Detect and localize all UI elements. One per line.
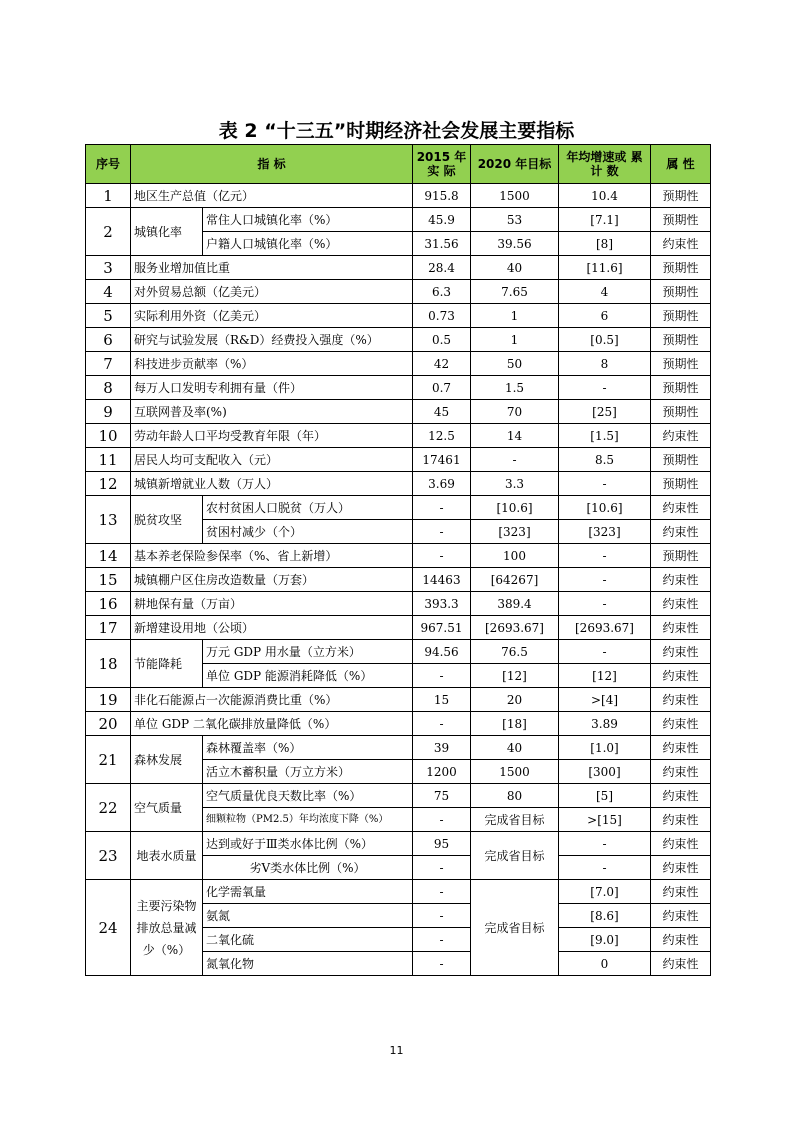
seq-cell: 19 (86, 688, 131, 712)
seq-cell: 21 (86, 736, 131, 784)
value-2015-cell: - (413, 856, 471, 880)
growth-cell: [7.0] (559, 880, 651, 904)
attribute-cell: 预期性 (651, 400, 711, 424)
seq-cell: 3 (86, 256, 131, 280)
indicator-cell: 互联网普及率(%) (131, 400, 413, 424)
table-row (86, 736, 711, 760)
target-2020-cell: 完成省目标 (471, 808, 559, 832)
attribute-cell: 预期性 (651, 376, 711, 400)
value-2015-cell: - (413, 880, 471, 904)
indicator-cell: 二氧化硫 (203, 928, 413, 952)
indicator-cell: 科技进步贡献率（%） (131, 352, 413, 376)
table-row (86, 328, 711, 352)
growth-cell: 10.4 (559, 184, 651, 208)
value-2015-cell: 12.5 (413, 424, 471, 448)
table-row (86, 424, 711, 448)
table-row (86, 448, 711, 472)
table-row (86, 472, 711, 496)
value-2015-cell: - (413, 520, 471, 544)
attribute-cell: 约束性 (651, 232, 711, 256)
indicator-cell: 每万人口发明专利拥有量（件） (131, 376, 413, 400)
table-row (86, 352, 711, 376)
indicator-cell: 新增建设用地（公顷） (131, 616, 413, 640)
growth-cell: [1.0] (559, 736, 651, 760)
header-2015: 2015 年 实 际 (413, 145, 471, 184)
seq-cell: 4 (86, 280, 131, 304)
group-cell: 空气质量 (131, 784, 203, 832)
growth-cell: [7.1] (559, 208, 651, 232)
attribute-cell: 约束性 (651, 616, 711, 640)
growth-cell: [11.6] (559, 256, 651, 280)
value-2015-cell: - (413, 496, 471, 520)
value-2015-cell: 393.3 (413, 592, 471, 616)
target-2020-cell: [323] (471, 520, 559, 544)
growth-cell: 3.89 (559, 712, 651, 736)
attribute-cell: 约束性 (651, 520, 711, 544)
target-2020-cell: - (471, 448, 559, 472)
target-2020-cell: 1 (471, 304, 559, 328)
table-row (86, 544, 711, 568)
growth-cell: [1.5] (559, 424, 651, 448)
growth-cell: [2693.67] (559, 616, 651, 640)
value-2015-cell: 31.56 (413, 232, 471, 256)
growth-cell: [5] (559, 784, 651, 808)
indicator-cell: 户籍人口城镇化率（%） (203, 232, 413, 256)
growth-cell: 4 (559, 280, 651, 304)
value-2015-cell: 0.5 (413, 328, 471, 352)
value-2015-cell: 15 (413, 688, 471, 712)
growth-cell: - (559, 472, 651, 496)
attribute-cell: 约束性 (651, 640, 711, 664)
growth-cell: - (559, 376, 651, 400)
target-2020-cell: 20 (471, 688, 559, 712)
group-cell: 森林发展 (131, 736, 203, 784)
header-seq: 序号 (86, 145, 131, 184)
growth-cell: [9.0] (559, 928, 651, 952)
growth-cell: [10.6] (559, 496, 651, 520)
indicator-cell: 万元 GDP 用水量（立方米） (203, 640, 413, 664)
indicator-cell: 贫困村减少（个） (203, 520, 413, 544)
attribute-cell: 预期性 (651, 328, 711, 352)
value-2015-cell: - (413, 544, 471, 568)
indicator-cell: 服务业增加值比重 (131, 256, 413, 280)
attribute-cell: 约束性 (651, 832, 711, 856)
growth-cell: [25] (559, 400, 651, 424)
attribute-cell: 约束性 (651, 736, 711, 760)
value-2015-cell: 0.73 (413, 304, 471, 328)
seq-cell: 16 (86, 592, 131, 616)
growth-cell: - (559, 544, 651, 568)
growth-cell: - (559, 856, 651, 880)
value-2015-cell: 94.56 (413, 640, 471, 664)
growth-cell: [12] (559, 664, 651, 688)
target-2020-cell: 3.3 (471, 472, 559, 496)
indicator-cell: 化学需氧量 (203, 880, 413, 904)
value-2015-cell: 967.51 (413, 616, 471, 640)
header-2020-target: 2020 年目标 (471, 145, 559, 184)
attribute-cell: 约束性 (651, 712, 711, 736)
target-2020-cell: 80 (471, 784, 559, 808)
group-cell: 节能降耗 (131, 640, 203, 688)
target-2020-cell: 完成省目标 (471, 832, 559, 880)
target-2020-cell: [2693.67] (471, 616, 559, 640)
growth-cell: 0 (559, 952, 651, 976)
table-row (86, 640, 711, 664)
indicator-cell: 城镇棚户区住房改造数量（万套） (131, 568, 413, 592)
table-row (86, 400, 711, 424)
attribute-cell: 预期性 (651, 304, 711, 328)
indicator-cell: 氨氮 (203, 904, 413, 928)
target-2020-cell: 1500 (471, 184, 559, 208)
indicator-cell: 农村贫困人口脱贫（万人） (203, 496, 413, 520)
seq-cell: 2 (86, 208, 131, 256)
target-2020-cell: 1500 (471, 760, 559, 784)
value-2015-cell: - (413, 712, 471, 736)
target-2020-cell: [18] (471, 712, 559, 736)
table-row (86, 280, 711, 304)
page-number: 11 (389, 1044, 404, 1057)
indicator-cell: 对外贸易总额（亿美元） (131, 280, 413, 304)
seq-cell: 18 (86, 640, 131, 688)
attribute-cell: 约束性 (651, 688, 711, 712)
target-2020-cell: [10.6] (471, 496, 559, 520)
attribute-cell: 约束性 (651, 928, 711, 952)
indicator-cell: 达到或好于Ⅲ类水体比例（%） (203, 832, 413, 856)
growth-cell: [323] (559, 520, 651, 544)
seq-cell: 13 (86, 496, 131, 544)
growth-cell: [8.6] (559, 904, 651, 928)
seq-cell: 22 (86, 784, 131, 832)
growth-cell: [8] (559, 232, 651, 256)
seq-cell: 5 (86, 304, 131, 328)
attribute-cell: 预期性 (651, 280, 711, 304)
growth-cell: 6 (559, 304, 651, 328)
attribute-cell: 约束性 (651, 496, 711, 520)
indicator-cell: 实际利用外资（亿美元） (131, 304, 413, 328)
indicator-cell: 氮氧化物 (203, 952, 413, 976)
growth-cell: - (559, 592, 651, 616)
target-2020-cell: 14 (471, 424, 559, 448)
value-2015-cell: 75 (413, 784, 471, 808)
table-row (86, 304, 711, 328)
indicator-cell: 非化石能源占一次能源消费比重（%） (131, 688, 413, 712)
seq-cell: 1 (86, 184, 131, 208)
value-2015-cell: - (413, 808, 471, 832)
attribute-cell: 约束性 (651, 880, 711, 904)
target-2020-cell: 40 (471, 736, 559, 760)
value-2015-cell: 14463 (413, 568, 471, 592)
attribute-cell: 预期性 (651, 472, 711, 496)
seq-cell: 10 (86, 424, 131, 448)
table-row (86, 880, 711, 904)
value-2015-cell: 915.8 (413, 184, 471, 208)
target-2020-cell: 53 (471, 208, 559, 232)
target-2020-cell: 50 (471, 352, 559, 376)
target-2020-cell: 39.56 (471, 232, 559, 256)
seq-cell: 12 (86, 472, 131, 496)
table-row (86, 256, 711, 280)
seq-cell: 14 (86, 544, 131, 568)
value-2015-cell: 28.4 (413, 256, 471, 280)
value-2015-cell: - (413, 952, 471, 976)
table-row (86, 568, 711, 592)
target-2020-cell: 40 (471, 256, 559, 280)
table-row (86, 496, 711, 520)
growth-cell: >[4] (559, 688, 651, 712)
growth-cell: [300] (559, 760, 651, 784)
value-2015-cell: - (413, 928, 471, 952)
indicator-cell: 常住人口城镇化率（%） (203, 208, 413, 232)
value-2015-cell: - (413, 904, 471, 928)
attribute-cell: 约束性 (651, 760, 711, 784)
value-2015-cell: 42 (413, 352, 471, 376)
seq-cell: 20 (86, 712, 131, 736)
attribute-cell: 约束性 (651, 424, 711, 448)
seq-cell: 24 (86, 880, 131, 976)
value-2015-cell: 1200 (413, 760, 471, 784)
attribute-cell: 预期性 (651, 544, 711, 568)
table-row (86, 784, 711, 808)
attribute-cell: 约束性 (651, 904, 711, 928)
indicator-cell: 单位 GDP 二氧化碳排放量降低（%） (131, 712, 413, 736)
indicator-cell: 单位 GDP 能源消耗降低（%） (203, 664, 413, 688)
growth-cell: - (559, 832, 651, 856)
seq-cell: 11 (86, 448, 131, 472)
indicator-cell: 活立木蓄积量（万立方米） (203, 760, 413, 784)
target-2020-cell: 1 (471, 328, 559, 352)
seq-cell: 8 (86, 376, 131, 400)
group-cell: 脱贫攻坚 (131, 496, 203, 544)
value-2015-cell: 0.7 (413, 376, 471, 400)
value-2015-cell: 95 (413, 832, 471, 856)
attribute-cell: 预期性 (651, 448, 711, 472)
value-2015-cell: 17461 (413, 448, 471, 472)
value-2015-cell: 6.3 (413, 280, 471, 304)
indicator-cell: 居民人均可支配收入（元） (131, 448, 413, 472)
header-row (86, 145, 711, 184)
attribute-cell: 预期性 (651, 208, 711, 232)
indicator-cell: 基本养老保险参保率（%、省上新增） (131, 544, 413, 568)
header-attribute: 属 性 (651, 145, 711, 184)
group-cell: 主要污染物排放总量减少（%） (131, 880, 203, 976)
target-2020-cell: 76.5 (471, 640, 559, 664)
indicator-cell: 劳动年龄人口平均受教育年限（年） (131, 424, 413, 448)
attribute-cell: 约束性 (651, 568, 711, 592)
growth-cell: >[15] (559, 808, 651, 832)
indicator-cell: 研究与试验发展（R&D）经费投入强度（%） (131, 328, 413, 352)
target-2020-cell: 389.4 (471, 592, 559, 616)
table-row (86, 616, 711, 640)
table-row (86, 208, 711, 232)
attribute-cell: 约束性 (651, 808, 711, 832)
value-2015-cell: 45 (413, 400, 471, 424)
table-row (86, 592, 711, 616)
target-2020-cell: [12] (471, 664, 559, 688)
seq-cell: 17 (86, 616, 131, 640)
attribute-cell: 约束性 (651, 664, 711, 688)
growth-cell: - (559, 640, 651, 664)
target-2020-cell: 70 (471, 400, 559, 424)
growth-cell: [0.5] (559, 328, 651, 352)
growth-cell: 8.5 (559, 448, 651, 472)
indicator-cell: 耕地保有量（万亩） (131, 592, 413, 616)
seq-cell: 15 (86, 568, 131, 592)
value-2015-cell: 3.69 (413, 472, 471, 496)
growth-cell: 8 (559, 352, 651, 376)
attribute-cell: 约束性 (651, 856, 711, 880)
target-2020-cell: 7.65 (471, 280, 559, 304)
indicator-cell: 城镇新增就业人数（万人） (131, 472, 413, 496)
table-row (86, 688, 711, 712)
attribute-cell: 约束性 (651, 952, 711, 976)
table-row (86, 184, 711, 208)
header-indicator: 指 标 (131, 145, 413, 184)
target-2020-cell: [64267] (471, 568, 559, 592)
value-2015-cell: 45.9 (413, 208, 471, 232)
seq-cell: 9 (86, 400, 131, 424)
attribute-cell: 约束性 (651, 592, 711, 616)
indicator-cell: 空气质量优良天数比率（%） (203, 784, 413, 808)
header-growth: 年均增速或 累 计 数 (559, 145, 651, 184)
group-cell: 地表水质量 (131, 832, 203, 880)
seq-cell: 7 (86, 352, 131, 376)
attribute-cell: 预期性 (651, 352, 711, 376)
table-row (86, 832, 711, 856)
growth-cell: - (559, 568, 651, 592)
value-2015-cell: - (413, 664, 471, 688)
attribute-cell: 约束性 (651, 784, 711, 808)
group-cell: 城镇化率 (131, 208, 203, 256)
indicator-cell: 细颗粒物（PM2.5）年均浓度下降（%） (203, 808, 413, 832)
indicator-cell: 劣Ⅴ类水体比例（%） (203, 856, 413, 880)
seq-cell: 23 (86, 832, 131, 880)
target-2020-cell: 100 (471, 544, 559, 568)
indicator-cell: 森林覆盖率（%） (203, 736, 413, 760)
indicators-table (85, 144, 711, 976)
indicator-cell: 地区生产总值（亿元） (131, 184, 413, 208)
target-2020-cell: 1.5 (471, 376, 559, 400)
table-row (86, 712, 711, 736)
attribute-cell: 预期性 (651, 256, 711, 280)
table-row (86, 376, 711, 400)
table-title: 表 2 “十三五”时期经济社会发展主要指标 (218, 120, 575, 142)
attribute-cell: 预期性 (651, 184, 711, 208)
value-2015-cell: 39 (413, 736, 471, 760)
seq-cell: 6 (86, 328, 131, 352)
target-2020-cell: 完成省目标 (471, 880, 559, 976)
